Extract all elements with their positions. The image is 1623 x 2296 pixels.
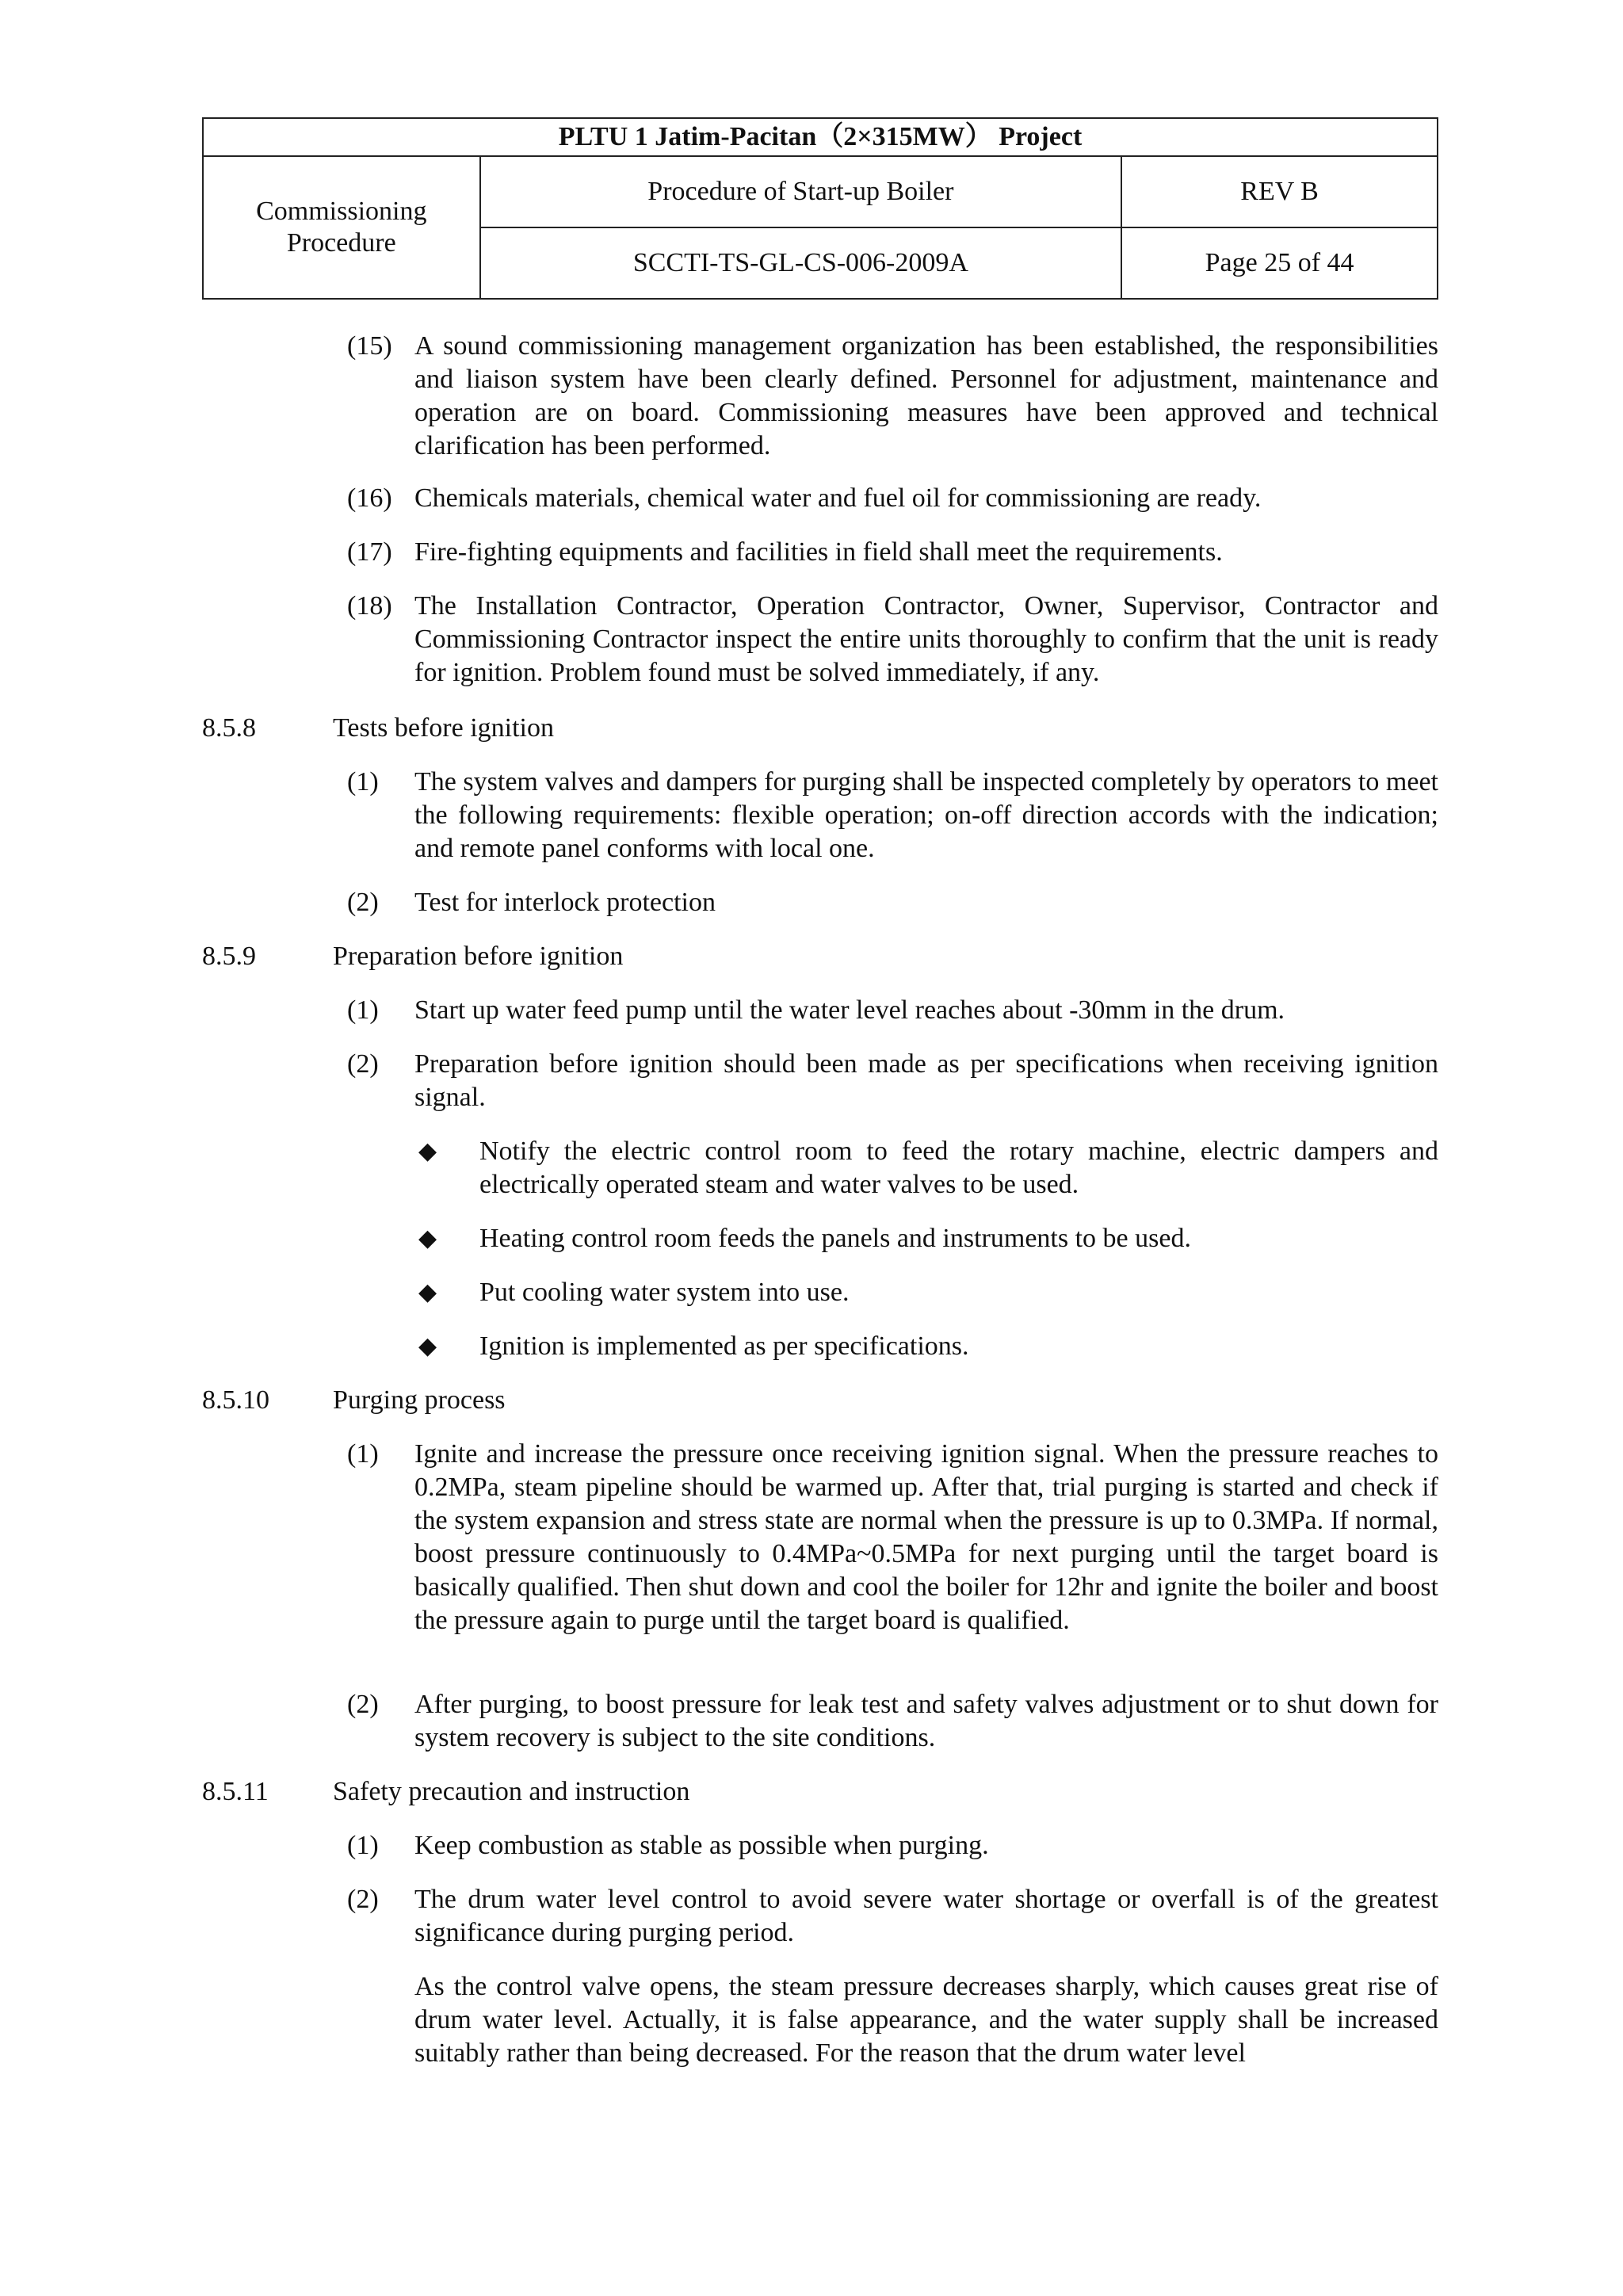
item-number: (2) [347,1690,379,1719]
item-text: The Installation Contractor, Operation Contractor, Owner, Supervisor, Contractor and Commissioning Contractor inspect the entire units thoroughly to confirm that the unit is ready for ignition. Problem found must be solved immediately, if any. [414,591,1438,687]
bullet-text: Notify the electric control room to feed the rotary machine, electric dampers and electrically operated steam and water valves to be used. [479,1137,1438,1199]
section-number: 8.5.10 [202,1385,269,1415]
list-item-8-5-10-2 [347,1688,1438,1755]
item-text: Start up water feed pump until the water level reaches about -30mm in the drum. [414,995,1285,1025]
item-text: Keep combustion as stable as possible when purging. [414,1831,989,1860]
section-number: 8.5.8 [202,713,256,743]
list-item-18 [347,590,1438,690]
header-table [202,117,1438,300]
bullet-item-4 [414,1330,1438,1363]
item-text: Preparation before ignition should been made as per specifications when receiving ignition signal. [414,1049,1438,1112]
list-item-16 [347,482,1438,515]
doc-type-text: Commissioning Procedure [256,197,427,258]
list-item-15 [347,330,1438,463]
page-number: Page 25 of 44 [1121,227,1438,299]
bullet-text: Heating control room feeds the panels and instruments to be used. [479,1224,1191,1253]
item-text: Fire-fighting equipments and facilities in field shall meet the requirements. [414,537,1223,567]
item-text: Ignite and increase the pressure once receiving ignition signal. When the pressure reaches to 0.2MPa, steam pipeline should be warmed up. After that, trial purging is started and check if the system expansion and stress state are normal when the pressure is up to 0.3MPa. If normal, boost pressure continuously to 0.4MPa~0.5MPa for next purging until the target board is basically qualified. Then shut down and cool the boiler for 12hr and ignite the boiler and boost the pressure again to purge until the target board is qualified. [414,1439,1438,1635]
list-item-8-5-9-1 [347,994,1438,1027]
item-number: (2) [347,1885,379,1914]
item-number: (2) [347,888,379,917]
item-number: (16) [347,483,392,513]
section-title: Tests before ignition [333,713,555,743]
diamond-bullet-icon: ◆ [418,1224,437,1252]
doc-title: Procedure of Start-up Boiler [480,156,1122,227]
project-title: PLTU 1 Jatim-Pacitan（2×315MW） Project [203,118,1438,156]
item-number: (1) [347,995,379,1025]
item-text: Test for interlock protection [414,888,716,917]
item-number: (1) [347,1439,379,1469]
section-title: Preparation before ignition [333,942,624,971]
diamond-bullet-icon: ◆ [418,1278,437,1306]
list-item-8-5-9-2 [347,1048,1438,1114]
body-paragraph: As the control valve opens, the steam pressure decreases sharply, which causes great rise of drum water level. Actually, it is false appearance, and the water supply shall be increased suitably rather than being decreased. For the reason that the drum water level [414,1972,1438,2068]
bullet-text: Ignition is implemented as per specifications. [479,1331,969,1361]
item-number: (2) [347,1049,379,1079]
list-item-8-5-10-1 [347,1438,1438,1637]
bullet-item-2 [414,1222,1438,1255]
list-item-8-5-8-1 [347,766,1438,865]
list-item-8-5-11-1 [347,1829,1438,1862]
list-item-17 [347,536,1438,569]
section-number: 8.5.11 [202,1777,269,1806]
item-number: (15) [347,331,392,361]
list-item-8-5-11-2 [347,1883,1438,1950]
doc-type [203,156,480,299]
item-text: Chemicals materials, chemical water and fuel oil for commissioning are ready. [414,483,1262,513]
item-number: (18) [347,591,392,621]
item-text: A sound commissioning management organization has been established, the responsibilities and liaison system have been clearly defined. Personnel for adjustment, maintenance and operation are on board. Commissioning measures have been approved and technical clarification has been performed. [414,331,1438,460]
bullet-item-1 [414,1135,1438,1201]
section-title: Safety precaution and instruction [333,1777,690,1806]
diamond-bullet-icon: ◆ [418,1137,437,1165]
item-text: The system valves and dampers for purging shall be inspected completely by operators to meet the following requirements: flexible operation; on-off direction accords with the indication; and remote panel conforms with local one. [414,767,1438,863]
doc-number: SCCTI-TS-GL-CS-006-2009A [480,227,1122,299]
item-number: (1) [347,1831,379,1860]
item-number: (1) [347,767,379,797]
section-title: Purging process [333,1385,506,1415]
list-item-8-5-8-2 [347,886,1438,919]
bullet-text: Put cooling water system into use. [479,1278,850,1307]
revision: REV B [1121,156,1438,227]
diamond-bullet-icon: ◆ [418,1332,437,1360]
item-text: The drum water level control to avoid severe water shortage or overfall is of the greatest significance during purging period. [414,1885,1438,1947]
item-text: After purging, to boost pressure for leak test and safety valves adjustment or to shut down for system recovery is subject to the site conditions. [414,1690,1438,1752]
section-number: 8.5.9 [202,942,256,971]
item-number: (17) [347,537,392,567]
bullet-item-3 [414,1276,1438,1309]
